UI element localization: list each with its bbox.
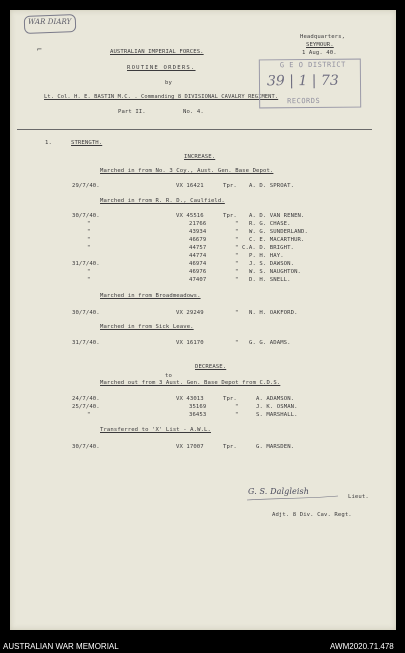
row-number: 44757 xyxy=(189,245,207,251)
row-number: 46974 xyxy=(189,261,207,267)
row-rank: Tpr. xyxy=(223,396,237,402)
decrease-heading: DECREASE. xyxy=(195,364,227,370)
group-title: Marched in from Broadmeadows. xyxy=(100,293,201,299)
row-name: A. D. VAN RENEN. xyxy=(249,213,305,219)
row-rank: " xyxy=(235,261,239,267)
row-rank: " xyxy=(235,404,239,410)
records-stamp xyxy=(259,59,361,109)
row-rank: " xyxy=(235,229,239,235)
signature-flourish xyxy=(245,486,340,502)
row-name: S. MARSHALL. xyxy=(256,412,298,418)
row-number: 43934 xyxy=(189,229,207,235)
row-rank: " xyxy=(235,277,239,283)
footer-accession-number: AWM2020.71.478 xyxy=(330,642,394,651)
section-heading: STRENGTH. xyxy=(71,140,103,146)
part-number: Part II. xyxy=(118,109,146,115)
row-date: " xyxy=(87,221,91,227)
row-number: VX 16421 xyxy=(176,183,204,189)
group-title: Marched out from 3 Aust. Gen. Base Depot from C.D.S. xyxy=(100,380,281,386)
row-date: 30/7/40. xyxy=(72,213,100,219)
row-number: VX 45516 xyxy=(176,213,204,219)
row-rank: " xyxy=(235,237,239,243)
footer-bar xyxy=(0,640,405,653)
row-rank: Tpr. xyxy=(223,183,237,189)
organisation-title: AUSTRALIAN IMPERIAL FORCES. xyxy=(110,49,204,55)
row-number: 36453 xyxy=(189,412,207,418)
row-date: 30/7/40. xyxy=(72,310,100,316)
group-title: Transferred to 'X' List - A.W.L. xyxy=(100,427,211,433)
row-number: VX 29249 xyxy=(176,310,204,316)
footer-institution: AUSTRALIAN WAR MEMORIAL xyxy=(3,642,119,651)
row-name: R. G. CHASE. xyxy=(249,221,291,227)
row-date: 25/7/40. xyxy=(72,404,100,410)
row-name: W. G. SUNDERLAND. xyxy=(249,229,308,235)
row-name: J. K. OSMAN. xyxy=(256,404,298,410)
row-name: C. E. MACARTHUR. xyxy=(249,237,305,243)
handwritten-mark: ⌐ xyxy=(37,45,42,54)
row-name: P. H. HAY. xyxy=(249,253,284,259)
handwritten-war-diary-note: WAR DIARY xyxy=(28,18,72,26)
document-title: ROUTINE ORDERS. xyxy=(127,65,196,71)
handwritten-signature: G. S. Dalgleish xyxy=(248,487,309,496)
order-date: 1 Aug. 40. xyxy=(302,50,337,56)
stamp-handwritten-number: 39 | 1 | 73 xyxy=(266,72,339,90)
row-number: VX 17007 xyxy=(176,444,204,450)
signatory-rank: Lieut. xyxy=(348,494,369,500)
row-name: A. D. SPROAT. xyxy=(249,183,295,189)
row-number: 46976 xyxy=(189,269,207,275)
row-rank: " xyxy=(235,221,239,227)
group-title: Marched in from R. R. D., Caulfield. xyxy=(100,198,225,204)
increase-heading: INCREASE. xyxy=(184,154,216,160)
group-title: Marched in from No. 3 Coy., Aust. Gen. Base Depot. xyxy=(100,168,274,174)
row-date: " xyxy=(87,269,91,275)
group-title: Marched in from Sick Leave. xyxy=(100,324,194,330)
row-rank: " xyxy=(235,245,239,251)
header-divider xyxy=(17,129,372,130)
row-date: 30/7/40. xyxy=(72,444,100,450)
row-rank: Tpr. xyxy=(223,213,237,219)
row-number: 21766 xyxy=(189,221,207,227)
row-date: 29/7/40. xyxy=(72,183,100,189)
row-date: 31/7/40. xyxy=(72,261,100,267)
row-name: A. ADAMSON. xyxy=(256,396,295,402)
row-name: G. G. ADAMS. xyxy=(249,340,291,346)
row-rank: " xyxy=(235,412,239,418)
by-line: by xyxy=(165,80,172,86)
row-name: W. S. NAUGHTON. xyxy=(249,269,302,275)
row-date: " xyxy=(87,277,91,283)
row-date: 24/7/40. xyxy=(72,396,100,402)
row-rank: " xyxy=(235,269,239,275)
row-name: D. H. SNELL. xyxy=(249,277,291,283)
row-rank: Tpr. xyxy=(223,444,237,450)
row-name: G. MARSDEN. xyxy=(256,444,295,450)
row-date: " xyxy=(87,245,91,251)
row-rank: " xyxy=(235,310,239,316)
headquarters-label: Headquarters, xyxy=(300,34,346,40)
row-name: N. H. OAKFORD. xyxy=(249,310,298,316)
stamp-line-district: G E O DISTRICT xyxy=(279,60,346,70)
row-name: J. S. DAWSON. xyxy=(249,261,295,267)
row-name: C.A. D. BRIGHT. xyxy=(242,245,295,251)
commander-line: Lt. Col. H. E. BASTIN M.C. . Commanding 8 DIVISIONAL CAVALRY REGIMENT. xyxy=(44,94,279,100)
row-number: VX 16170 xyxy=(176,340,204,346)
stamp-line-records: RECORDS xyxy=(287,96,321,106)
row-number: 47407 xyxy=(189,277,207,283)
row-date: " xyxy=(87,237,91,243)
row-date: " xyxy=(87,412,91,418)
row-rank: " xyxy=(235,253,239,259)
row-number: VX 43013 xyxy=(176,396,204,402)
row-date: 31/7/40. xyxy=(72,340,100,346)
headquarters-place: SEYMOUR. xyxy=(306,42,334,48)
correction-to-note: to xyxy=(165,373,172,379)
signatory-title: Adjt. 8 Div. Cav. Regt. xyxy=(272,512,352,518)
order-number: No. 4. xyxy=(183,109,204,115)
row-number: 35169 xyxy=(189,404,207,410)
row-date: " xyxy=(87,229,91,235)
section-number: 1. xyxy=(45,140,52,146)
row-number: 44774 xyxy=(189,253,207,259)
row-rank: " xyxy=(235,340,239,346)
row-number: 46679 xyxy=(189,237,207,243)
